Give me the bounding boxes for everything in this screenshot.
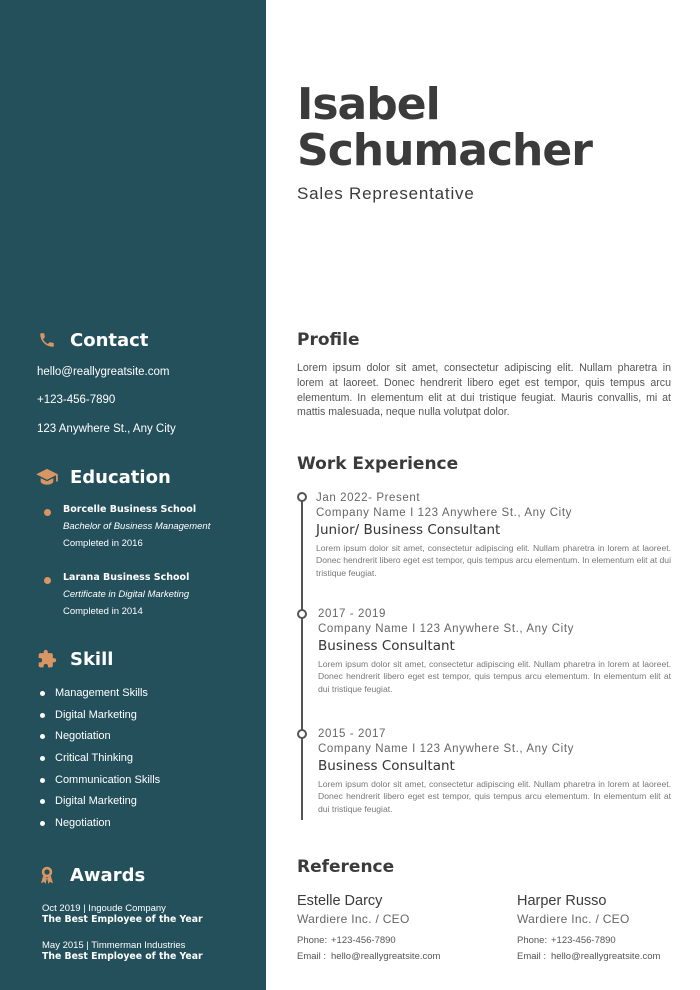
skill-label: Communication Skills	[55, 774, 161, 786]
work-title: Business Consultant	[318, 638, 455, 654]
education-completed: Completed in 2016	[63, 538, 143, 549]
phone-label: Phone:	[297, 935, 328, 946]
work-item	[318, 728, 671, 815]
award-title: The Best Employee of the Year	[42, 914, 203, 925]
awards-heading	[36, 864, 145, 886]
skill-item	[40, 817, 111, 829]
contact-phone[interactable]: +123-456-7890	[37, 394, 116, 406]
work-company: Company Name I 123 Anywhere St., Any City	[318, 743, 574, 755]
education-heading	[36, 466, 171, 488]
work-dates: 2015 - 2017	[318, 728, 386, 740]
reference-item	[517, 893, 700, 962]
reference-name: Estelle Darcy	[297, 893, 383, 909]
bullet-dot	[40, 756, 45, 761]
bullet-dot	[40, 799, 45, 804]
bullet-dot	[44, 577, 51, 584]
reference-email[interactable]: hello@reallygreatsite.com	[551, 951, 661, 962]
work-description: Lorem ipsum dolor sit amet, consectetur adipiscing elit. Nullam pharetra in lorem at laoreet. Donec hendrerit libero eget est tempor, quis tempus arcu elementum. In elementum elit at dui tristique feugiat.	[318, 779, 671, 814]
education-school: Borcelle Business School	[63, 504, 197, 515]
award-title: The Best Employee of the Year	[42, 951, 203, 962]
phone-icon	[36, 329, 58, 351]
bullet-dot	[44, 509, 51, 516]
award-date-company: May 2015 | Timmerman Industries	[42, 940, 186, 951]
education-school: Larana Business School	[63, 572, 190, 583]
timeline-line	[301, 496, 303, 820]
timeline-dot	[297, 609, 307, 619]
award-ribbon-icon	[36, 864, 58, 886]
work-dates: 2017 - 2019	[318, 608, 386, 620]
work-description: Lorem ipsum dolor sit amet, consectetur adipiscing elit. Nullam pharetra in lorem at laoreet. Donec hendrerit libero eget est tempor, quis tempus arcu elementum. In elementum elit at dui tristique feugiat.	[318, 659, 671, 694]
profile-text: Lorem ipsum dolor sit amet, consectetur adipiscing elit. Nullam pharetra in lorem at laoreet. Donec hendrerit libero eget est tempor, quis tempus arcu elementum. In elementum elit at dui tristique feugiat. Mauris convallis, mi at mattis malesuada, neque nulla volutpat dolor.	[297, 362, 671, 419]
education-degree: Certificate in Digital Marketing	[63, 589, 190, 600]
reference-heading: Reference	[297, 857, 395, 877]
work-title: Business Consultant	[318, 758, 455, 774]
education-degree: Bachelor of Business Management	[63, 521, 211, 532]
person-role: Sales Representative	[297, 184, 475, 203]
profile-heading: Profile	[297, 330, 360, 350]
reference-org: Wardiere Inc. / CEO	[517, 912, 630, 926]
timeline-dot	[297, 492, 307, 502]
work-item	[318, 608, 671, 695]
graduation-cap-icon	[36, 466, 58, 488]
puzzle-icon	[36, 648, 58, 670]
reference-name: Harper Russo	[517, 893, 607, 909]
skill-label: Digital Marketing	[55, 795, 137, 807]
awards-heading-label: Awards	[70, 864, 146, 886]
name-last: Schumacher	[297, 125, 592, 176]
skill-item	[40, 730, 111, 742]
name-first: Isabel	[297, 79, 440, 130]
work-company: Company Name I 123 Anywhere St., Any City	[318, 623, 574, 635]
timeline-dot	[297, 729, 307, 739]
sidebar	[0, 0, 266, 990]
phone-label: Phone:	[517, 935, 548, 946]
skill-item	[40, 795, 137, 807]
email-label: Email :	[297, 951, 327, 962]
bullet-dot	[40, 713, 45, 718]
award-date-company: Oct 2019 | Ingoude Company	[42, 903, 166, 914]
skill-heading-label: Skill	[70, 648, 114, 670]
work-dates: Jan 2022- Present	[316, 492, 421, 504]
skill-label: Negotiation	[55, 730, 111, 742]
education-completed: Completed in 2014	[63, 606, 143, 617]
bullet-dot	[40, 778, 45, 783]
reference-email[interactable]: hello@reallygreatsite.com	[331, 951, 441, 962]
bullet-dot	[40, 821, 45, 826]
work-title: Junior/ Business Consultant	[316, 522, 501, 538]
skill-label: Negotiation	[55, 817, 111, 829]
work-heading: Work Experience	[297, 454, 459, 474]
skill-item	[40, 709, 137, 721]
contact-address: 123 Anywhere St., Any City	[37, 423, 176, 435]
skill-heading	[36, 648, 113, 670]
person-name	[297, 79, 592, 176]
education-heading-label: Education	[70, 466, 171, 488]
reference-item	[297, 893, 487, 962]
reference-org: Wardiere Inc. / CEO	[297, 912, 410, 926]
contact-heading-label: Contact	[70, 329, 149, 351]
skill-item	[40, 752, 133, 764]
reference-phone-row	[297, 935, 487, 946]
reference-phone[interactable]: +123-456-7890	[331, 935, 396, 946]
email-label: Email :	[517, 951, 547, 962]
contact-heading	[36, 329, 148, 351]
skill-label: Digital Marketing	[55, 709, 137, 721]
work-description: Lorem ipsum dolor sit amet, consectetur adipiscing elit. Nullam pharetra in lorem at laoreet. Donec hendrerit libero eget est tempor, quis tempus arcu elementum. In elementum elit at dui tristique feugiat.	[316, 543, 671, 578]
work-item	[316, 492, 671, 579]
skill-item	[40, 774, 160, 786]
skill-item	[40, 687, 148, 699]
contact-email[interactable]: hello@reallygreatsite.com	[37, 366, 170, 378]
bullet-dot	[40, 734, 45, 739]
work-company: Company Name I 123 Anywhere St., Any City	[316, 507, 572, 519]
reference-phone[interactable]: +123-456-7890	[551, 935, 616, 946]
reference-email-row	[517, 951, 700, 962]
bullet-dot	[40, 691, 45, 696]
skill-label: Critical Thinking	[55, 752, 134, 764]
reference-phone-row	[517, 935, 700, 946]
skill-label: Management Skills	[55, 687, 148, 699]
reference-email-row	[297, 951, 487, 962]
